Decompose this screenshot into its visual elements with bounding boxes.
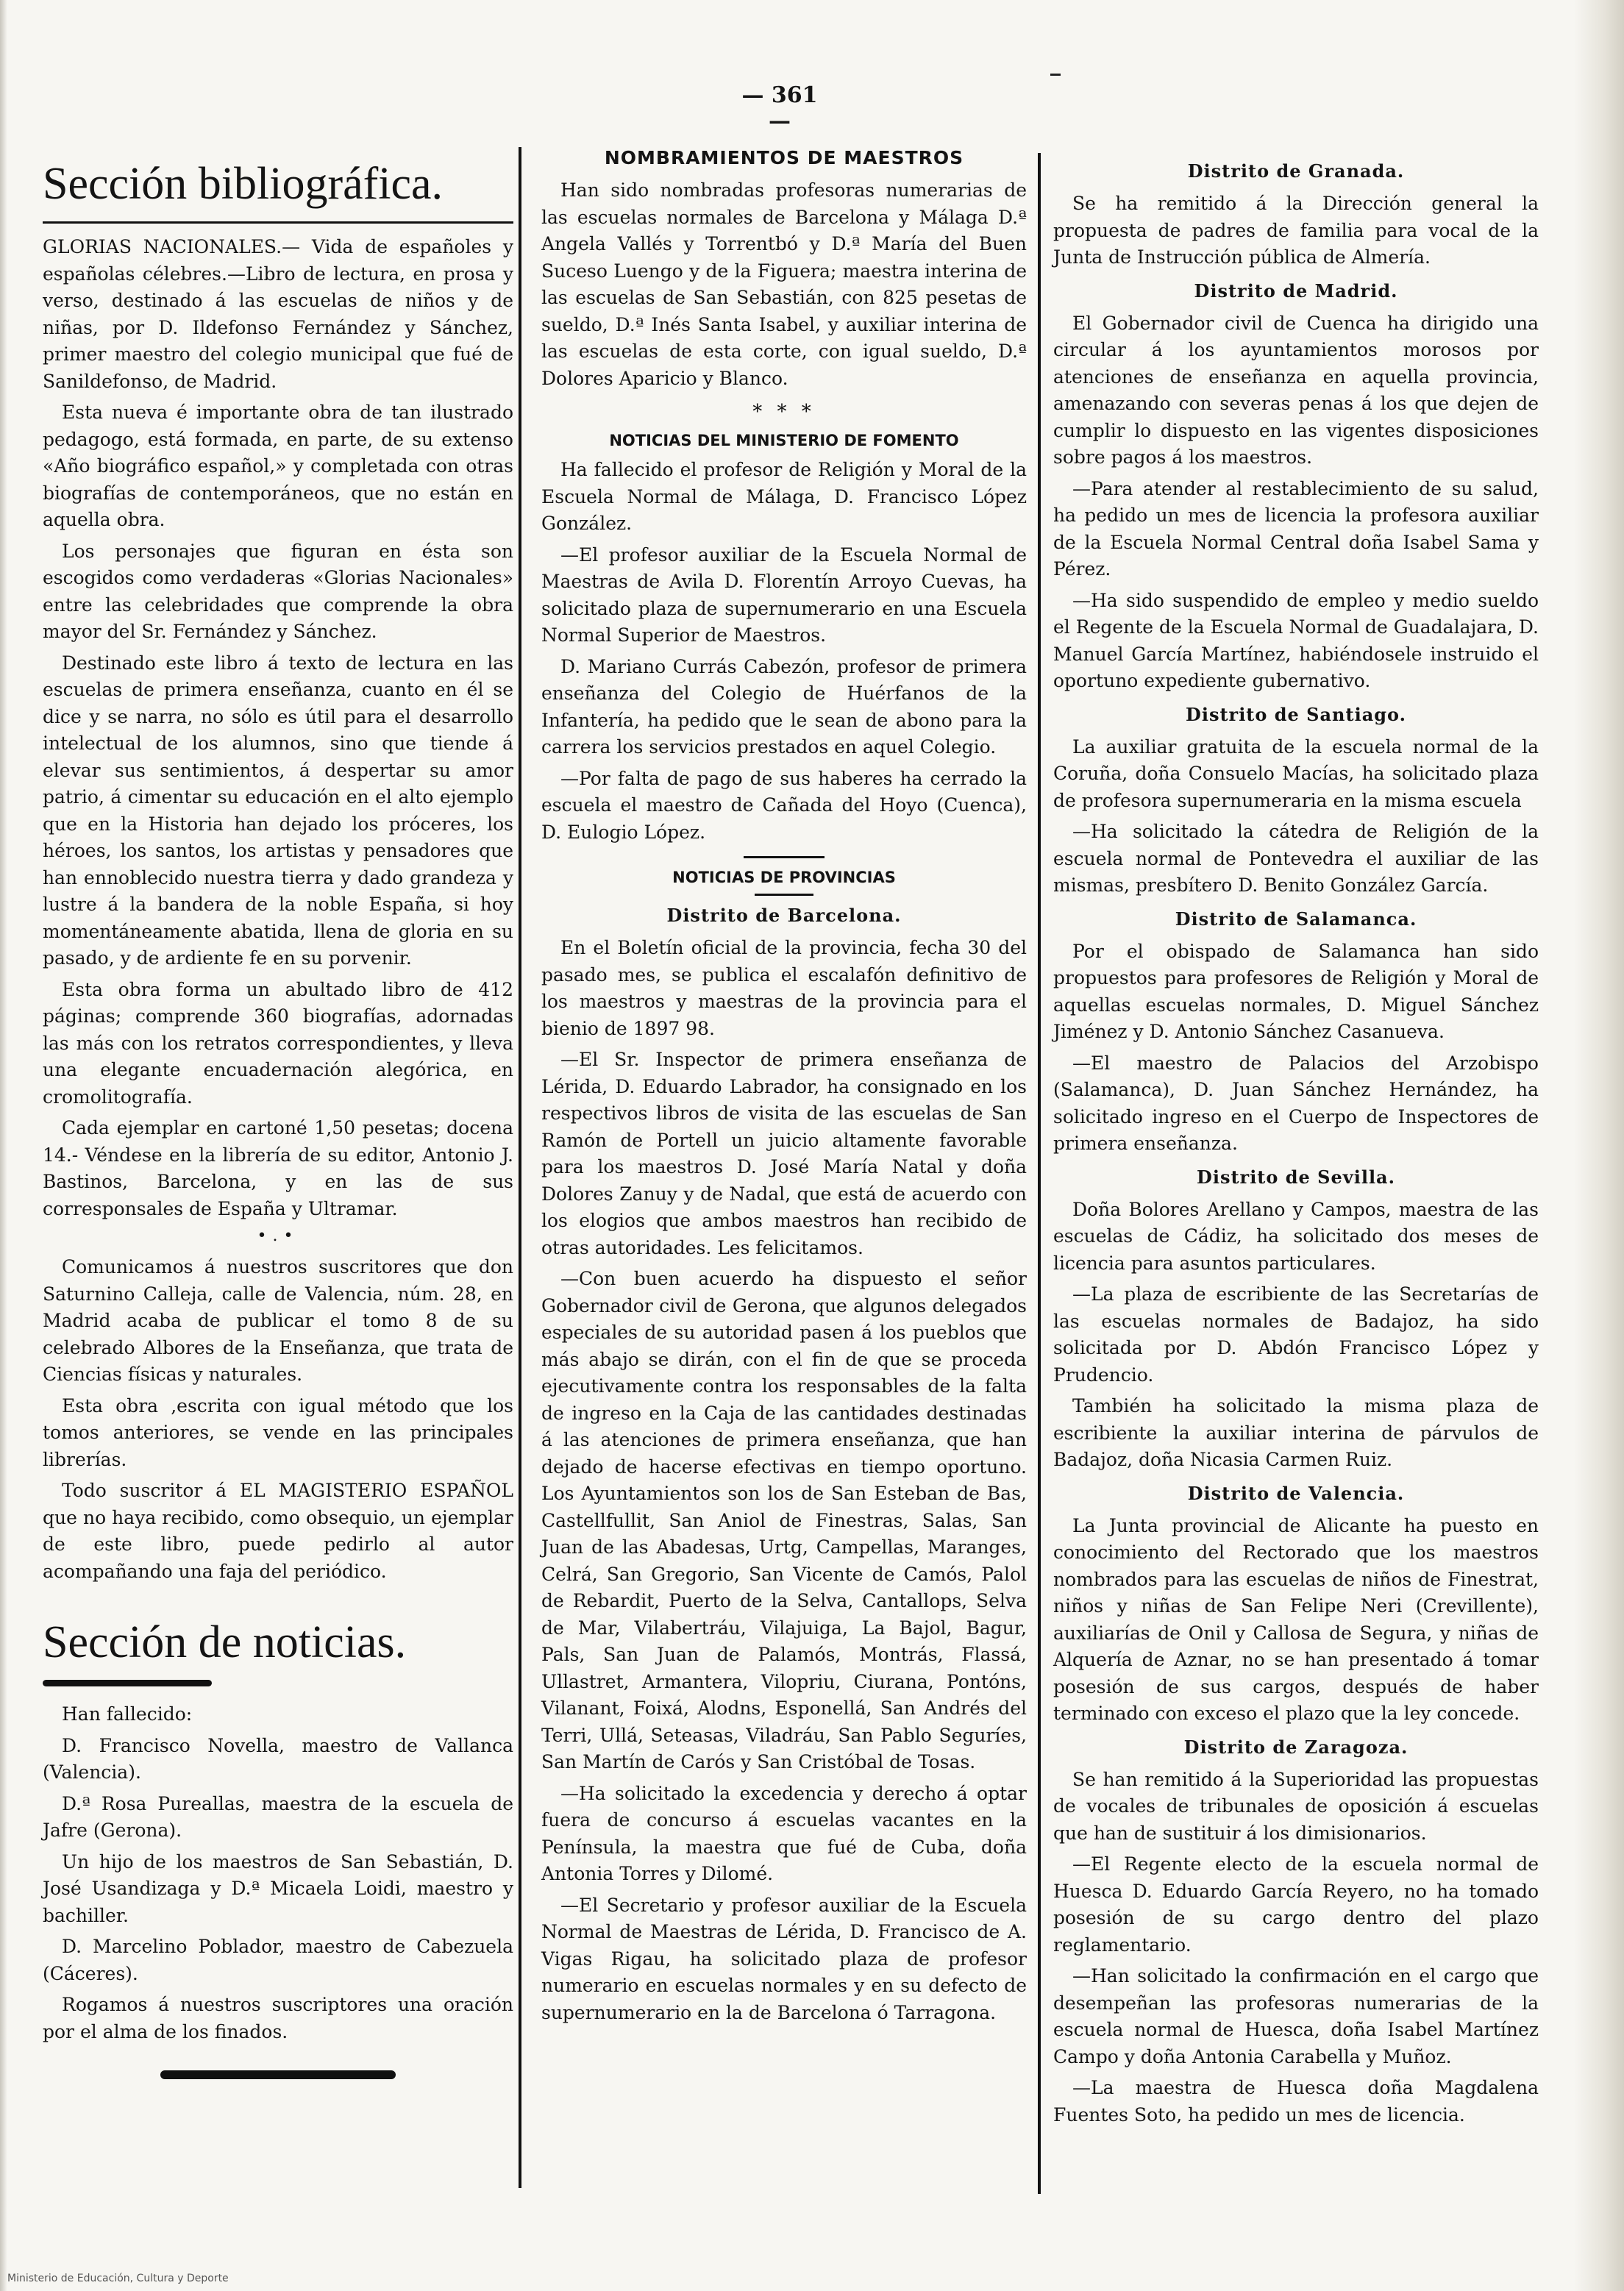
heading-nombramientos: NOMBRAMIENTOS DE MAESTROS [604, 147, 964, 168]
district-heading: Distrito de Zaragoza. [1183, 1736, 1408, 1758]
divider [744, 856, 825, 858]
page-edge-left [0, 0, 7, 2291]
paragraph: —La plaza de escribiente de las Secretarías de las escuelas normales de Badajoz, ha sido solicitada por D. Abdón Francisco López y Prudencio. [1053, 1283, 1539, 1386]
obituary-item: D. Francisco Novella, maestro de Vallanca (Valencia). [43, 1734, 513, 1784]
bibliography-entry: GLORIAS NACIONALES.— Vida de españoles y españolas célebres.—Libro de lectura, en prosa y verso, destinado á las escuelas de niños y de niñas, por D. Ildefonso Fernández y Sánchez, primer maestro del colegio municipal que fué de Sanildefonso, de Madrid. [43, 236, 513, 392]
district-heading: Distrito de Granada. [1187, 160, 1405, 182]
paragraph: Destinado este libro á texto de lectura en las escuelas de primera enseñanza, cuanto en él se dice y se narra, no sólo es útil para el desarrollo intelectual de los alumnos, sino que tiende á elevar sus sentimientos, á despertar su amor patrio, á cimentar su educación en el alto ejemplo que en la Historia han dejado los próceres, los héroes, los santos, los artistas y pensadores que han ennoblecido nuestra tierra y dado grandeza y lustre á la bandera de la noble España, si hoy momentáneamente abatida, llena de gloria en su pasado, y de ardiente fe en su porvenir. [43, 652, 513, 969]
paragraph: Han sido nombradas profesoras numerarias de las escuelas normales de Barcelona y Málaga D.ª Angela Vallés y Torrentbó y D.ª María del Buen Suceso Luengo y de la Figuera; maestra interina de las escuelas de San Sebastián, con 825 pesetas de sueldo, D.ª Inés Santa Isabel, y auxiliar interina de las escuelas de esta corte, con igual sueldo, D.ª Dolores Aparicio y Blanco. [541, 179, 1027, 389]
paragraph: Todo suscritor á EL MAGISTERIO ESPAÑOL que no haya recibido, como obsequio, un ejemplar de este libro, puede pedirlo al autor acompañando una faja del periódico. [43, 1480, 513, 1582]
paragraph: También ha solicitado la misma plaza de escribiente la auxiliar interina de párvulos de Badajoz, doña Nicasia Carmen Ruiz. [1053, 1395, 1539, 1470]
district-heading: Distrito de Sevilla. [1197, 1166, 1395, 1188]
paragraph: D. Mariano Currás Cabezón, profesor de primera enseñanza del Colegio de Huérfanos de la Infantería, ha pedido que le sean de abono para la carrera los servicios prestados en aquel Colegio. [541, 655, 1027, 758]
paragraph: —Por falta de pago de sus haberes ha cerrado la escuela el maestro de Cañada del Hoyo (Cuenca), D. Eulogio López. [541, 767, 1027, 843]
page-number: — 361 — [741, 82, 818, 134]
obituary-item: D. Marcelino Poblador, maestro de Cabezuela (Cáceres). [43, 1936, 513, 1984]
heading-ministerio: NOTICIAS DEL MINISTERIO DE FOMENTO [609, 432, 959, 449]
paragraph: —El maestro de Palacios del Arzobispo (Salamanca), D. Juan Sánchez Hernández, ha solicitado ingreso en el Cuerpo de Inspectores de primera enseñanza. [1053, 1052, 1539, 1154]
paragraph: Rogamos á nuestros suscriptores una oración por el alma de los finados. [43, 1994, 513, 2042]
paragraph: —Con buen acuerdo ha dispuesto el señor Gobernador civil de Gerona, que algunos delegados especiales de su autoridad pasen á los pueblos que más abajo se dirán, con el fin de que se proceda ejecutivamente contra los responsables de la falta de ingreso en la Caja de las cantidades destinadas á las atenciones de primera enseñanza, que han dejado de hacerse efectivas en tiempo oportuno. Los Ayuntamientos son los de San Esteban de Bas, Castellfullit, San Aniol de Finestras, Salas, San Juan de las Abadesas, Urtg, Campellas, Maranges, Celrá, San Gregorio, San Vicente de Camós, Palol de Rebardit, Puerto de la Selva, Cantallops, Selva de Mar, Vilabertráu, Vilajuiga, La Bajol, Bagur, Pals, San Juan de Palamós, Montrás, Flassá, Ullastret, Armantera, Vilopriu, Ciurana, Pontóns, Vilanant, Foixá, Alodns, Esponellá, San Andrés del Terri, Ullá, Seteasas, Viladráu, San Pablo Seguríes, San Martín de Carós y San Cristóbal de Tosas. [541, 1268, 1027, 1772]
paragraph: —El profesor auxiliar de la Escuela Normal de Maestras de Avila D. Florentín Arroyo Cuevas, ha solicitado plaza de supernumerario en una Escuela Normal Superior de Maestros. [541, 544, 1027, 646]
paragraph: La auxiliar gratuita de la escuela normal de la Coruña, doña Consuelo Macías, ha solicitado plaza de profesora supernumeraria en la misma escuela [1053, 735, 1539, 811]
paragraph: Cada ejemplar en cartoné 1,50 pesetas; docena 14.- Véndese en la librería de su editor, Antonio J. Bastinos, Barcelona, y en las de sus corresponsales de España y Ultramar. [43, 1117, 513, 1219]
column-3 [1053, 152, 1539, 2133]
divider [43, 221, 513, 224]
column-2 [541, 144, 1027, 2031]
district-heading: Distrito de Barcelona. [666, 905, 902, 926]
ornament-stars: * * * [752, 401, 816, 423]
divider [755, 894, 813, 896]
paragraph: Comunicamos á nuestros suscritores que don Saturnino Calleja, calle de Valencia, núm. 28, en Madrid acaba de publicar el tomo 8 de su celebrado Albores de la Enseñanza, que trata de Ciencias físicas y naturales. [43, 1256, 513, 1386]
paragraph: La Junta provincial de Alicante ha puesto en conocimiento del Rectorado que los maestros nombrados para las escuelas de niños de Finestrat, niños y niñas de San Felipe Neri (Crevillente), auxiliarías de Onil y Callosa de Segura, y niñas de Alquería de Aznar, no se han presentado á tomar posesión de sus cargos, después de haber terminado con exceso el plazo que la ley concede. [1053, 1514, 1539, 1724]
divider-ornament [43, 1680, 212, 1686]
news-section-title: Sección de noticias. [43, 1617, 407, 1668]
paragraph: Esta nueva é importante obra de tan ilustrado pedagogo, está formada, en parte, de su extenso «Año biográfico español,» y completada con otras biografías de contemporáneos, que no están en aquella obra. [43, 402, 513, 531]
obituary-item: D.ª Rosa Pureallas, maestra de la escuela de Jafre (Gerona). [43, 1792, 513, 1842]
paragraph: —Para atender al restablecimiento de su salud, ha pedido un mes de licencia la profesora auxiliar de la Escuela Normal Central doña Isabel Sama y Pérez. [1053, 477, 1539, 580]
column-rule-1 [519, 147, 521, 2188]
top-dash [1050, 74, 1061, 76]
paragraph: Ha fallecido el profesor de Religión y Moral de la Escuela Normal de Málaga, D. Francisco López González. [541, 459, 1027, 534]
paragraph: El Gobernador civil de Cuenca ha dirigido una circular á los ayuntamientos morosos por atenciones de enseñanza en aquella provincia, amenazando con severas penas á los que dejen de cumplir lo dispuesto en las vigentes disposiciones sobre pagos á los maestros. [1053, 312, 1539, 468]
district-heading: Distrito de Santiago. [1186, 703, 1406, 725]
paragraph: Por el obispado de Salamanca han sido propuestos para profesores de Religión y Moral de aquellas escuelas normales, D. Miguel Sánchez Jiménez y D. Antonio Sánchez Casanueva. [1053, 940, 1539, 1042]
district-heading: Distrito de Valencia. [1187, 1482, 1405, 1504]
heading-provincias: NOTICIAS DE PROVINCIAS [672, 869, 896, 886]
column-1 [43, 144, 513, 2079]
ornament-dots: •.• [257, 1227, 299, 1246]
bibliography-section-title: Sección bibliográfica. [43, 159, 444, 209]
district-heading: Distrito de Salamanca. [1175, 908, 1417, 930]
paragraph: —El Secretario y profesor auxiliar de la Escuela Normal de Maestras de Lérida, D. Francisco de A. Vigas Rigau, ha solicitado plaza de profesor numerario en escuelas normales y en su defecto de supernumerario en la de Barcelona ó Tarragona. [541, 1894, 1027, 2023]
paragraph: —Ha solicitado la cátedra de Religión de la escuela normal de Pontevedra el auxiliar de las mismas, presbítero D. Benito González García. [1053, 821, 1539, 896]
column-rule-2 [1038, 153, 1041, 2194]
end-rule [160, 2070, 396, 2079]
paragraph: —Han solicitado la confirmación en el cargo que desempeñan las profesoras numerarias de la escuela normal de Huesca, doña Isabel Martínez Campo y doña Antonia Carabella y Muñoz. [1053, 1965, 1539, 2067]
paragraph: Doña Bolores Arellano y Campos, maestra de las escuelas de Cádiz, ha solicitado dos meses de licencia para asuntos particulares. [1053, 1198, 1539, 1274]
paragraph: —Ha sido suspendido de empleo y medio sueldo el Regente de la Escuela Normal de Guadalajara, D. Manuel García Martínez, habiéndosele instruido el oportuno expediente gubernativo. [1053, 589, 1539, 691]
paragraph: —La maestra de Huesca doña Magdalena Fuentes Soto, ha pedido un mes de licencia. [1053, 2077, 1539, 2126]
page-edge-right [1574, 0, 1624, 2291]
paragraph: Los personajes que figuran en ésta son escogidos como verdaderas «Glorias Nacionales» entre las celebridades que comprende la obra mayor del Sr. Fernández y Sánchez. [43, 540, 513, 643]
paragraph: Han fallecido: [62, 1703, 193, 1725]
district-heading: Distrito de Madrid. [1194, 279, 1398, 302]
paragraph: En el Boletín oficial de la provincia, fecha 30 del pasado mes, se publica el escalafón definitivo de los maestros y maestras de la provincia para el bienio de 1897 98. [541, 937, 1027, 1039]
paragraph: —El Sr. Inspector de primera enseñanza de Lérida, D. Eduardo Labrador, ha consignado en los respectivos libros de visita de las escuelas de San Ramón de Portell un juicio altamente favorable para los maestros D. José María Natal y doña Dolores Zanuy y de Nadal, que está de acuerdo con los elogios que ambos maestros han recibido de otras autoridades. Les felicitamos. [541, 1049, 1027, 1258]
paragraph: —El Regente electo de la escuela normal de Huesca D. Eduardo García Reyero, no ha tomado posesión de su cargo dentro del plazo reglamentario. [1053, 1853, 1539, 1956]
paragraph: —Ha solicitado la excedencia y derecho á optar fuera de concurso á escuelas vacantes en la Península, la maestra que fué de Cuba, doña Antonia Torres y Dilomé. [541, 1782, 1027, 1884]
paragraph: Esta obra forma un abultado libro de 412 páginas; comprende 360 biografías, adornadas las más con los retratos correspondientes, y lleva una elegante encuadernación alegórica, en cromolitografía. [43, 978, 513, 1108]
obituary-item: Un hijo de los maestros de San Sebastián, D. José Usandizaga y D.ª Micaela Loidi, maestro y bachiller. [43, 1850, 513, 1926]
paragraph: Se han remitido á la Superioridad las propuestas de vocales de tribunales de oposición á escuelas que han de sustituir á los dimisionarios. [1053, 1768, 1539, 1844]
paragraph: Esta obra ,escrita con igual método que los tomos anteriores, se vende en las principales librerías. [43, 1394, 513, 1470]
source-credit: Ministerio de Educación, Cultura y Deporte [7, 2273, 229, 2284]
paragraph: Se ha remitido á la Dirección general la propuesta de padres de familia para vocal de la Junta de Instrucción pública de Almería. [1053, 193, 1539, 268]
